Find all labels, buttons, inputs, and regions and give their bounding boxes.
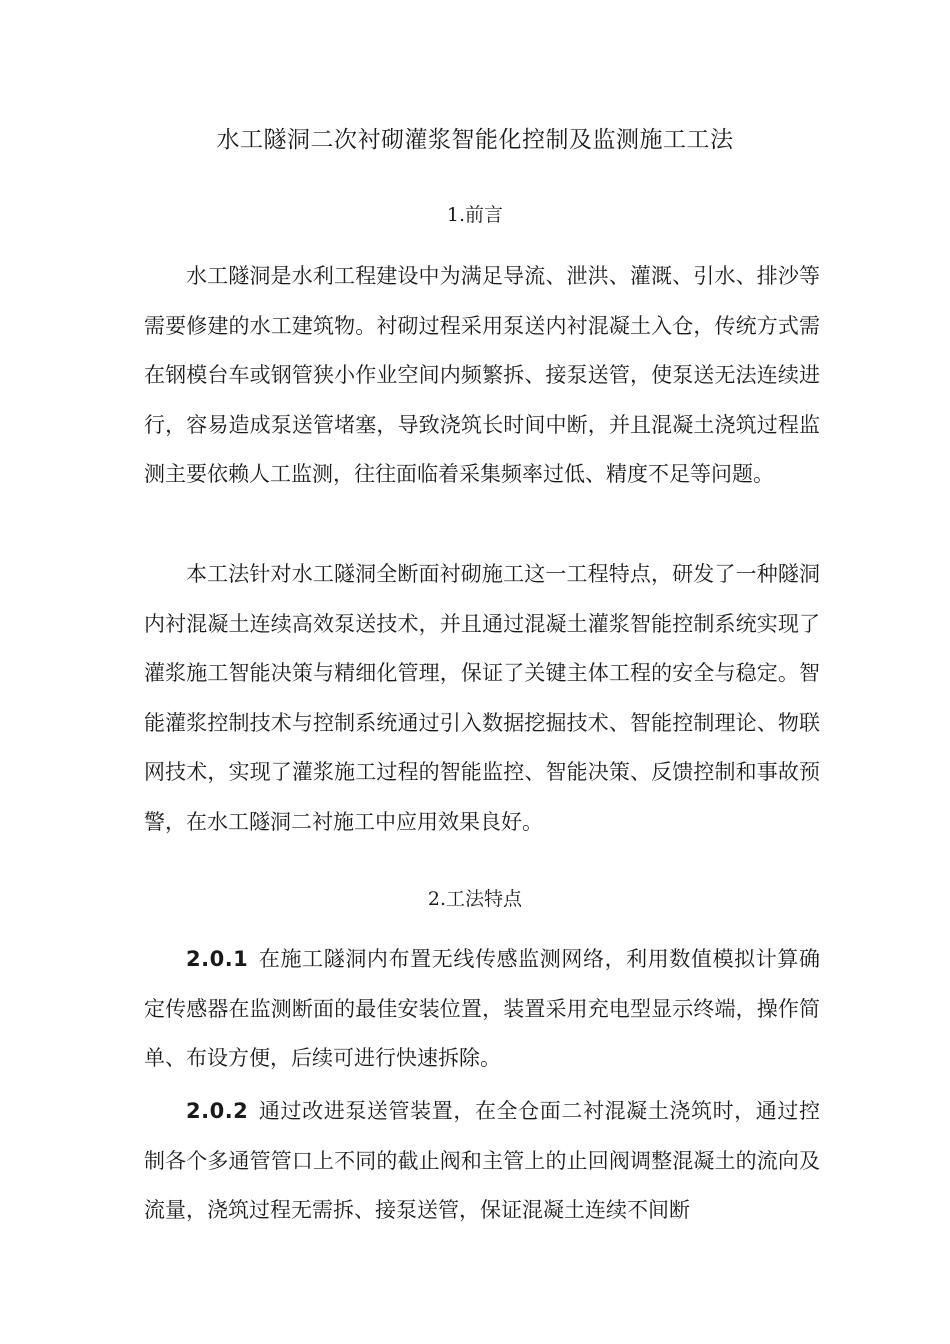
feature-text: 通过改进泵送管装置，在全仓面二衬混凝土浇筑时，通过控制各个多通管管口上不同的截止阀和主管上的止回阀调整混凝土的流向及流量，浇筑过程无需拆、接泵送管，保证混凝土连续不间断 (144, 1099, 820, 1222)
feature-item-2-0-2 (144, 1087, 820, 1236)
feature-text: 在施工隧洞内布置无线传感监测网络，利用数值模拟计算确定传感器在监测断面的最佳安装位置，装置采用充电型显示终端，操作简单、布设方便，后续可进行快速拆除。 (144, 947, 820, 1070)
paragraph-preface-1: 水工隧洞是水利工程建设中为满足导流、泄洪、灌溉、引水、排沙等需要修建的水工建筑物。衬砌过程采用泵送内衬混凝土入仓，传统方式需在钢模台车或钢管狭小作业空间内频繁拆、接泵送管，使泵送无法连续进行，容易造成泵送管堵塞，导致浇筑长时间中断，并且混凝土浇筑过程监测主要依赖人工监测，往往面临着采集频率过低、精度不足等问题。 (144, 264, 820, 486)
feature-number: 2.0.2 (186, 1099, 249, 1123)
paragraph-preface-2: 本工法针对水工隧洞全断面衬砌施工这一工程特点，研发了一种隧洞内衬混凝土连续高效泵送技术，并且通过混凝土灌浆智能控制系统实现了灌浆施工智能决策与精细化管理，保证了关键主体工程的安全与稳定。智能灌浆控制技术与控制系统通过引入数据挖掘技术、智能控制理论、物联网技术，实现了灌浆施工过程的智能监控、智能决策、反馈控制和事故预警，在水工隧洞二衬施工中应用效果良好。 (144, 562, 820, 834)
feature-number: 2.0.1 (186, 947, 249, 971)
document-title: 水工隧洞二次衬砌灌浆智能化控制及监测施工工法 (216, 127, 734, 153)
section-heading-features: 2.工法特点 (427, 888, 523, 910)
feature-item-2-0-1 (144, 935, 820, 1084)
section-heading-preface: 1.前言 (446, 204, 504, 226)
